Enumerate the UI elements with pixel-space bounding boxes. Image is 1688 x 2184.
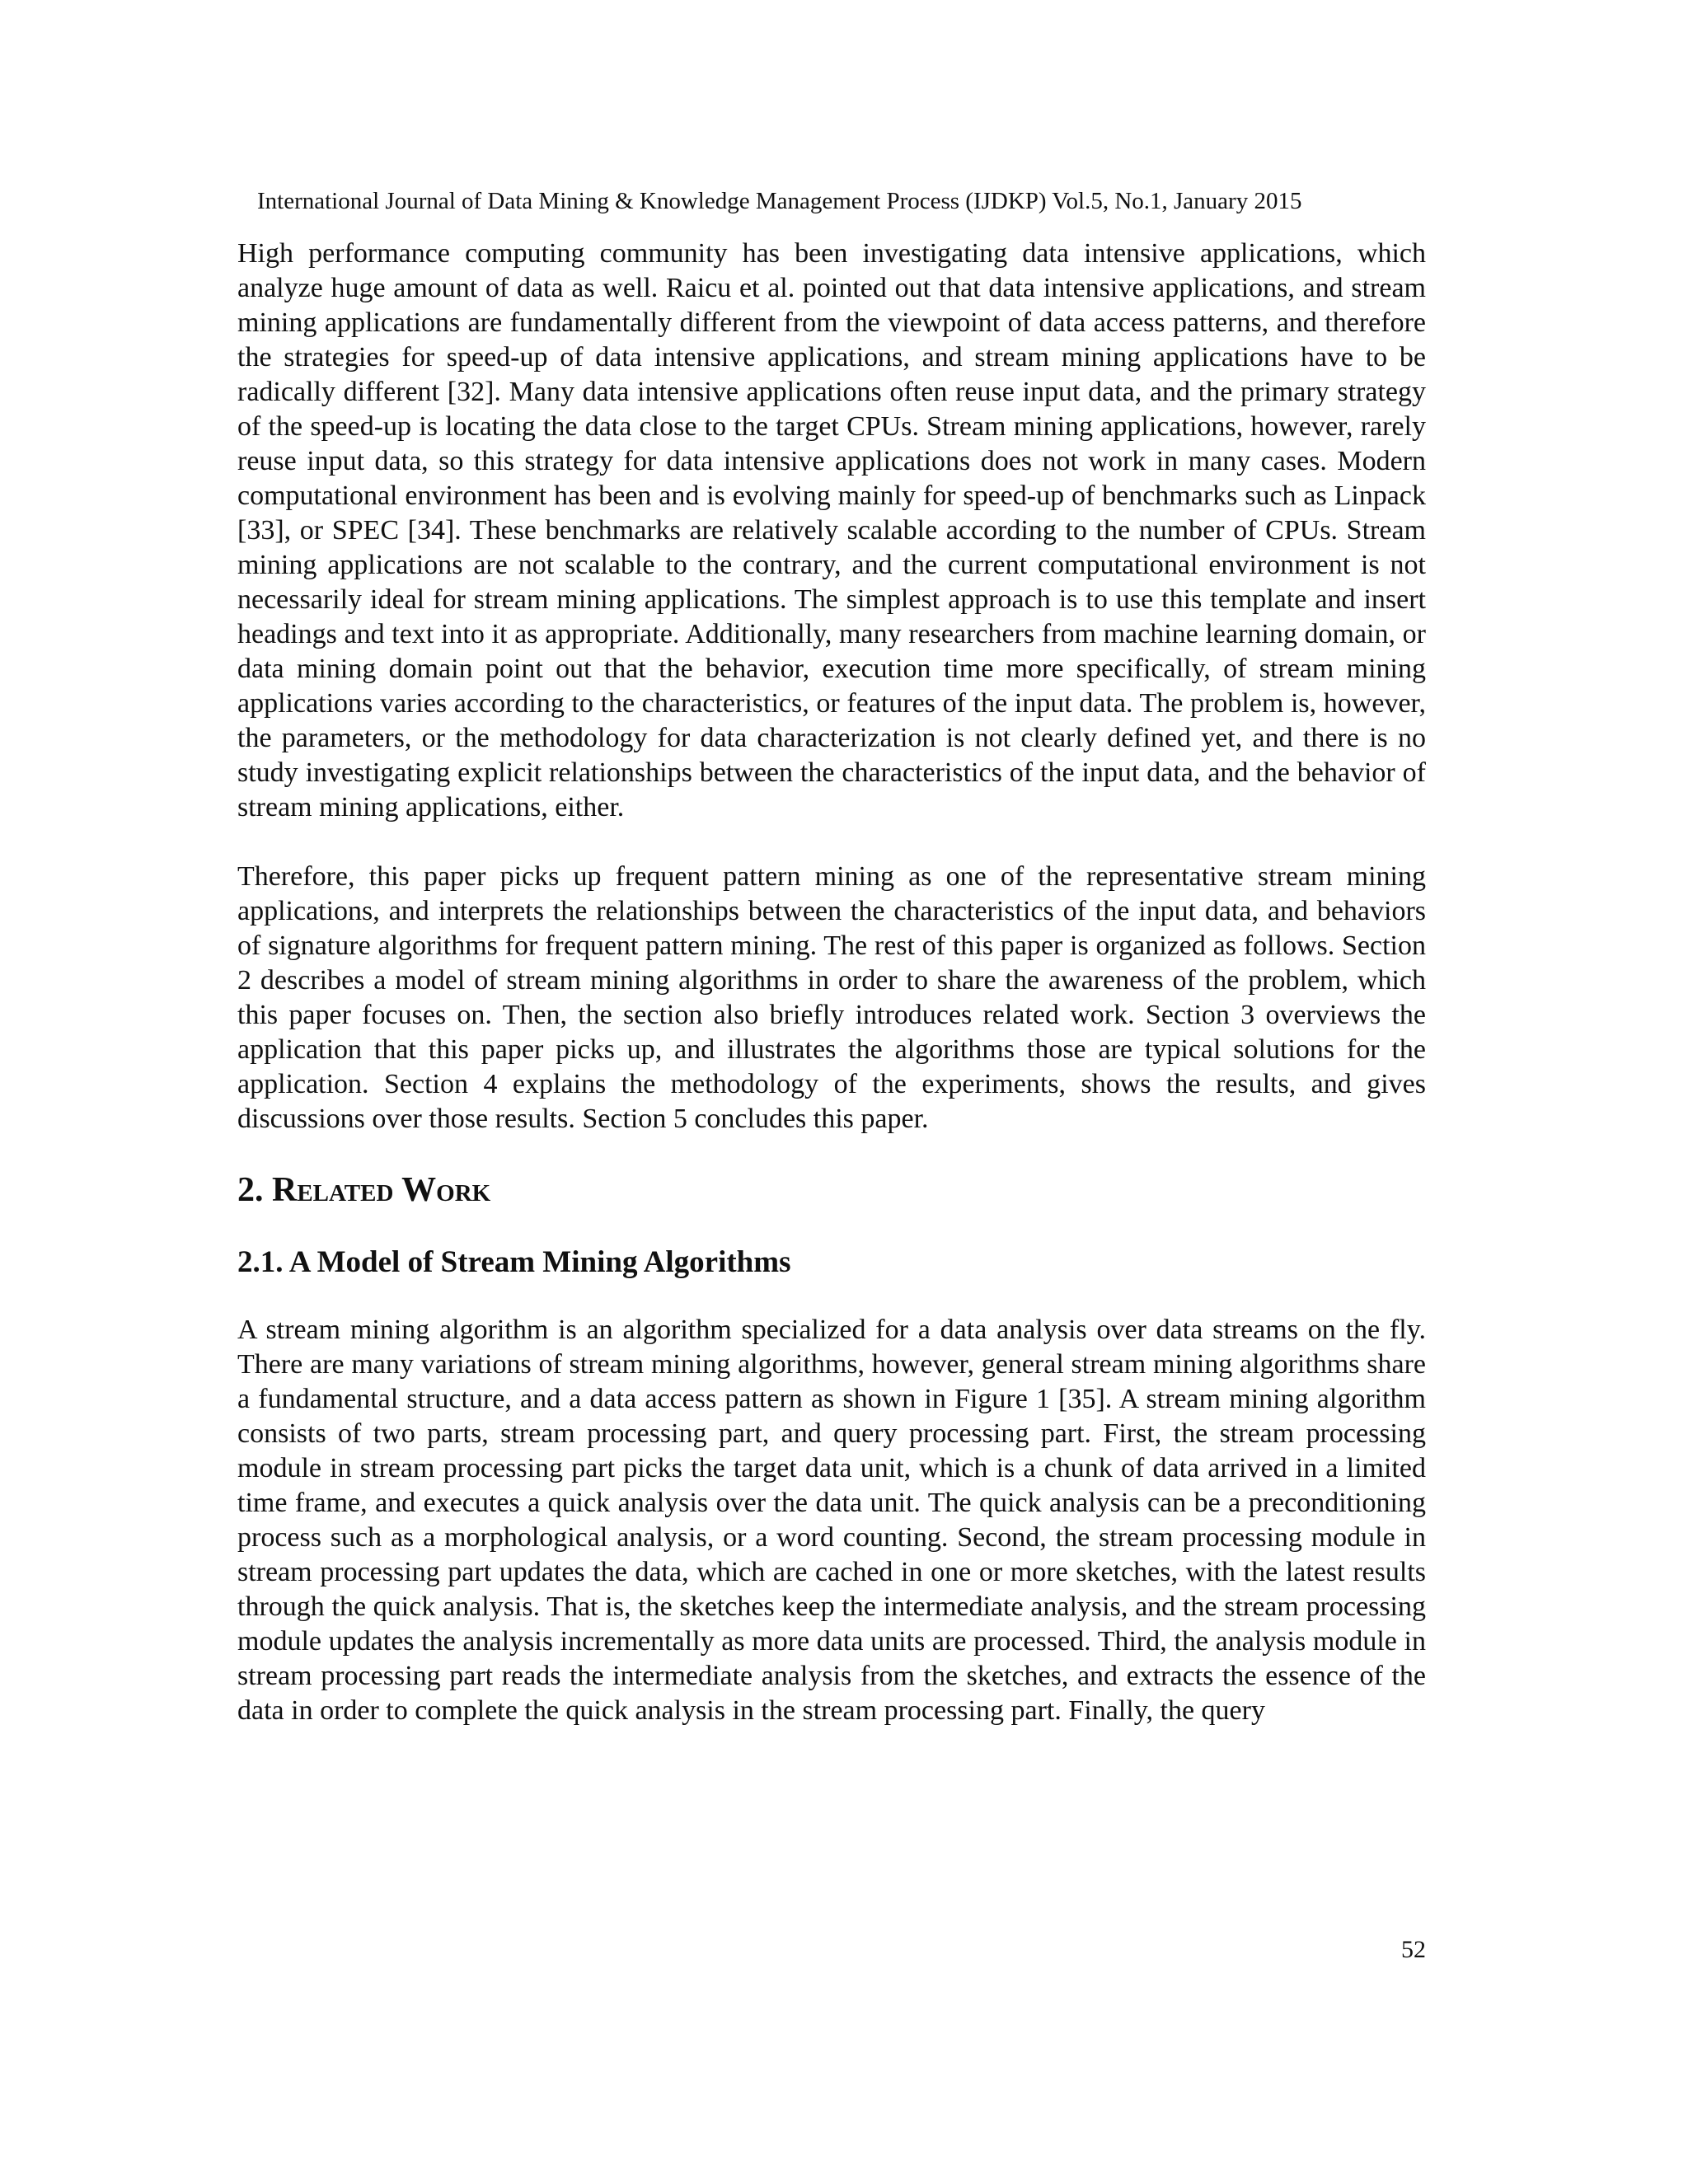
section-heading-related-work bbox=[237, 1169, 1426, 1211]
body-text bbox=[237, 237, 1426, 1728]
running-header: International Journal of Data Mining & Knowledge Management Process (IJDKP) Vol.5, No.1, January 2015 bbox=[257, 188, 1302, 214]
paragraph-stream-mining-model: A stream mining algorithm is an algorithm specialized for a data analysis over data streams on the fly. There are many variations of stream mining algorithms, however, general stream mining algorithms share a fundamental structure, and a data access pattern as shown in Figure 1 [35]. A stream mining algorithm consists of two parts, stream processing part, and query processing part. First, the stream processing module in stream processing part picks the target data unit, which is a chunk of data arrived in a limited time frame, and executes a quick analysis over the data unit. The quick analysis can be a preconditioning process such as a morphological analysis, or a word counting. Second, the stream processing module in stream processing part updates the data, which are cached in one or more sketches, with the latest results through the quick analysis. That is, the sketches keep the intermediate analysis, and the stream processing module updates the analysis incrementally as more data units are processed. Third, the analysis module in stream processing part reads the intermediate analysis from the sketches, and extracts the essence of the data in order to complete the quick analysis in the stream processing part. Finally, the query bbox=[237, 1315, 1426, 1726]
section-title: Related Work bbox=[272, 1171, 491, 1209]
paragraph-paper-organization: Therefore, this paper picks up frequent pattern mining as one of the representative stream mining applications, and interprets the relationships between the characteristics of the input data, and behaviors of signature algorithms for frequent pattern mining. The rest of this paper is organized as follows. Section 2 describes a model of stream mining algorithms in order to share the awareness of the problem, which this paper focuses on. Then, the section also briefly introduces related work. Section 3 overviews the application that this paper picks up, and illustrates the algorithms those are typical solutions for the application. Section 4 explains the methodology of the experiments, shows the results, and gives discussions over those results. Section 5 concludes this paper. bbox=[237, 861, 1426, 1134]
subsection-heading-model: 2.1. A Model of Stream Mining Algorithms bbox=[237, 1245, 791, 1279]
paragraph-data-intensive-applications: High performance computing community has been investigating data intensive applications, which analyze huge amount of data as well. Raicu et al. pointed out that data intensive applications, and stream mining applications are fundamentally different from the viewpoint of data access patterns, and therefore the strategies for speed-up of data intensive applications, and stream mining applications have to be radically different [32]. Many data intensive applications often reuse input data, and the primary strategy of the speed-up is locating the data close to the target CPUs. Stream mining applications, however, rarely reuse input data, so this strategy for data intensive applications does not work in many cases. Modern computational environment has been and is evolving mainly for speed-up of benchmarks such as Linpack [33], or SPEC [34]. These benchmarks are relatively scalable according to the number of CPUs. Stream mining applications are not scalable to the contrary, and the current computational environment is not necessarily ideal for stream mining applications. The simplest approach is to use this template and insert headings and text into it as appropriate. Additionally, many researchers from machine learning domain, or data mining domain point out that the behavior, execution time more specifically, of stream mining applications varies according to the characteristics, or features of the input data. The problem is, however, the parameters, or the methodology for data characterization is not clearly defined yet, and there is no study investigating explicit relationships between the characteristics of the input data, and the behavior of stream mining applications, either. bbox=[237, 238, 1426, 823]
section-number: 2. bbox=[237, 1171, 264, 1209]
page-number: 52 bbox=[1401, 1936, 1426, 1963]
